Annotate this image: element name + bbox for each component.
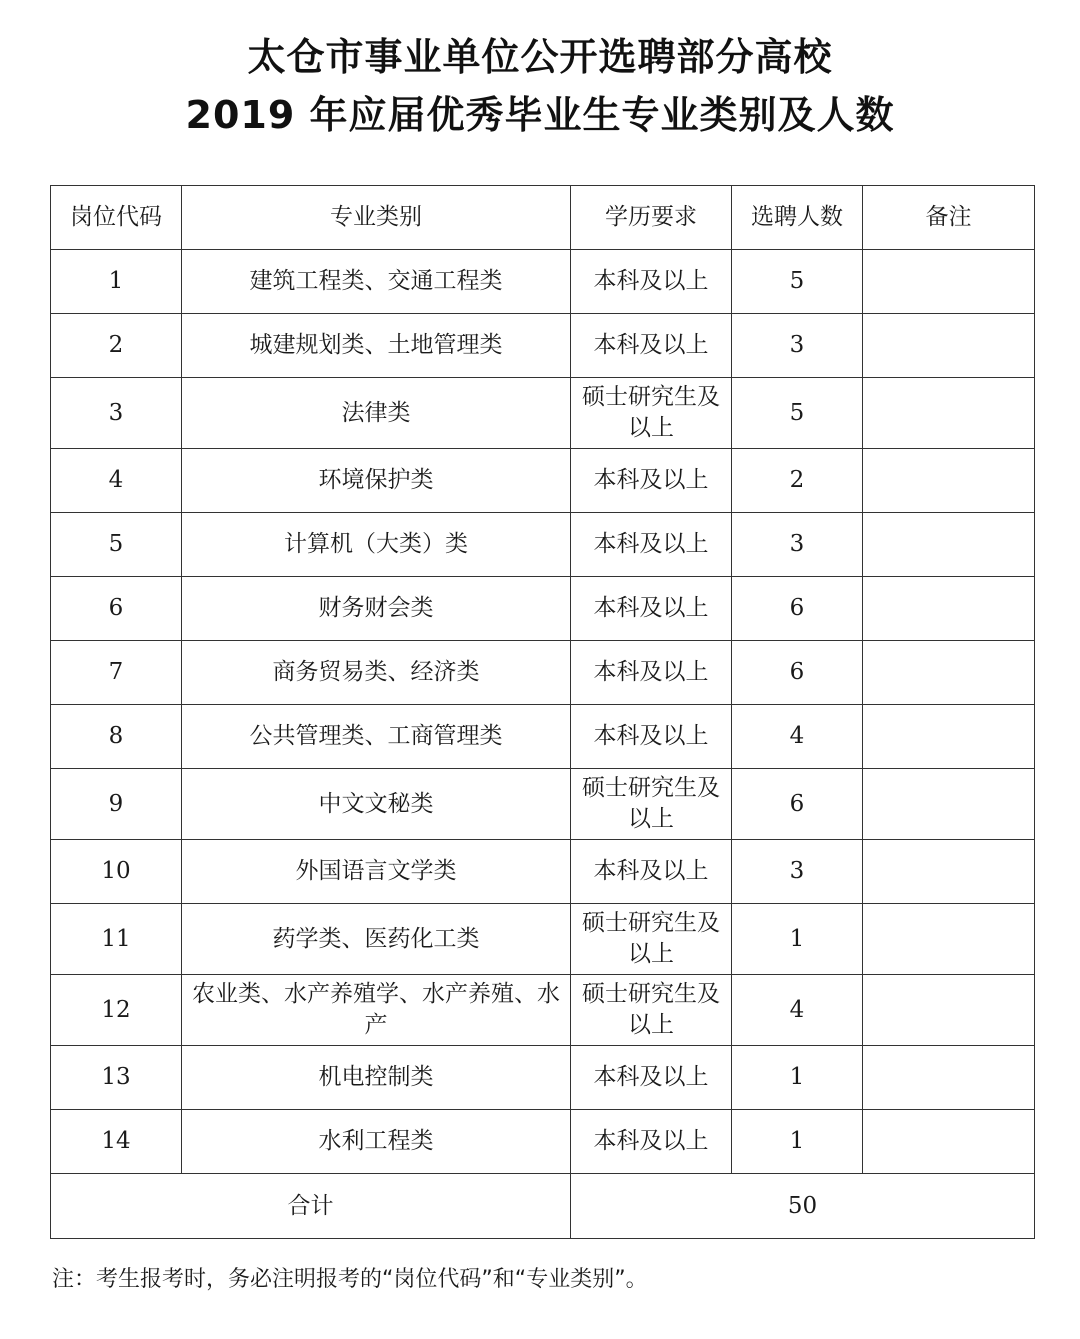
table-row (51, 1110, 1035, 1174)
row-major: 水利工程类 (182, 1110, 571, 1174)
row-major: 法律类 (182, 378, 571, 449)
row-count: 3 (732, 840, 863, 904)
row-major: 建筑工程类、交通工程类 (182, 250, 571, 314)
table-row (51, 378, 1035, 449)
table-row (51, 314, 1035, 378)
document-title-line1: 太仓市事业单位公开选聘部分高校 (247, 35, 833, 79)
row-code: 9 (51, 769, 182, 840)
row-note (863, 314, 1035, 378)
row-code: 3 (51, 378, 182, 449)
header-note: 备注 (863, 186, 1035, 250)
row-degree: 硕士研究生及以上 (571, 769, 732, 840)
table-row (51, 1046, 1035, 1110)
row-code: 14 (51, 1110, 182, 1174)
row-degree: 本科及以上 (571, 1110, 732, 1174)
row-degree: 本科及以上 (571, 641, 732, 705)
table-header-row (51, 186, 1035, 250)
row-major: 机电控制类 (182, 1046, 571, 1110)
table-row (51, 641, 1035, 705)
row-code: 6 (51, 577, 182, 641)
row-note (863, 513, 1035, 577)
total-value: 50 (571, 1174, 1035, 1239)
row-count: 6 (732, 577, 863, 641)
row-count: 3 (732, 513, 863, 577)
table-row (51, 705, 1035, 769)
header-code: 岗位代码 (51, 186, 182, 250)
row-major: 环境保护类 (182, 449, 571, 513)
row-count: 2 (732, 449, 863, 513)
header-degree: 学历要求 (571, 186, 732, 250)
row-degree: 本科及以上 (571, 314, 732, 378)
row-code: 5 (51, 513, 182, 577)
row-degree: 本科及以上 (571, 250, 732, 314)
row-major: 城建规划类、土地管理类 (182, 314, 571, 378)
table-row (51, 250, 1035, 314)
header-count: 选聘人数 (732, 186, 863, 250)
row-note (863, 1110, 1035, 1174)
row-count: 4 (732, 705, 863, 769)
row-note (863, 378, 1035, 449)
row-degree: 本科及以上 (571, 840, 732, 904)
row-code: 10 (51, 840, 182, 904)
row-major: 农业类、水产养殖学、水产养殖、水产 (182, 975, 571, 1046)
header-major: 专业类别 (182, 186, 571, 250)
row-code: 12 (51, 975, 182, 1046)
row-count: 4 (732, 975, 863, 1046)
table-row (51, 513, 1035, 577)
total-label: 合计 (51, 1174, 571, 1239)
total-row (51, 1174, 1035, 1239)
row-degree: 本科及以上 (571, 449, 732, 513)
row-degree: 本科及以上 (571, 577, 732, 641)
row-code: 7 (51, 641, 182, 705)
row-degree: 本科及以上 (571, 513, 732, 577)
row-major: 药学类、医药化工类 (182, 904, 571, 975)
row-note (863, 641, 1035, 705)
document-title-line2: 2019 年应届优秀毕业生专业类别及人数 (185, 93, 895, 137)
row-major: 中文文秘类 (182, 769, 571, 840)
table-row (51, 449, 1035, 513)
table-body (51, 250, 1035, 1174)
row-note (863, 449, 1035, 513)
recruitment-table (50, 185, 1035, 1239)
table-row (51, 975, 1035, 1046)
row-major: 商务贸易类、经济类 (182, 641, 571, 705)
row-major: 外国语言文学类 (182, 840, 571, 904)
row-code: 11 (51, 904, 182, 975)
row-note (863, 769, 1035, 840)
row-note (863, 840, 1035, 904)
row-count: 1 (732, 1110, 863, 1174)
row-degree: 本科及以上 (571, 1046, 732, 1110)
table-row (51, 577, 1035, 641)
row-note (863, 1046, 1035, 1110)
row-count: 5 (732, 378, 863, 449)
footnote: 注：考生报考时，务必注明报考的“岗位代码”和“专业类别”。 (52, 1267, 648, 1292)
row-note (863, 705, 1035, 769)
row-note (863, 577, 1035, 641)
row-count: 6 (732, 641, 863, 705)
row-major: 计算机（大类）类 (182, 513, 571, 577)
row-count: 5 (732, 250, 863, 314)
row-code: 4 (51, 449, 182, 513)
row-note (863, 904, 1035, 975)
row-degree: 硕士研究生及以上 (571, 975, 732, 1046)
row-code: 2 (51, 314, 182, 378)
table-row (51, 904, 1035, 975)
row-degree: 本科及以上 (571, 705, 732, 769)
row-degree: 硕士研究生及以上 (571, 378, 732, 449)
row-count: 1 (732, 1046, 863, 1110)
row-note (863, 250, 1035, 314)
row-note (863, 975, 1035, 1046)
row-count: 3 (732, 314, 863, 378)
table-row (51, 769, 1035, 840)
row-degree: 硕士研究生及以上 (571, 904, 732, 975)
row-count: 1 (732, 904, 863, 975)
row-major: 财务财会类 (182, 577, 571, 641)
row-code: 1 (51, 250, 182, 314)
row-major: 公共管理类、工商管理类 (182, 705, 571, 769)
row-code: 8 (51, 705, 182, 769)
table-row (51, 840, 1035, 904)
row-code: 13 (51, 1046, 182, 1110)
row-count: 6 (732, 769, 863, 840)
